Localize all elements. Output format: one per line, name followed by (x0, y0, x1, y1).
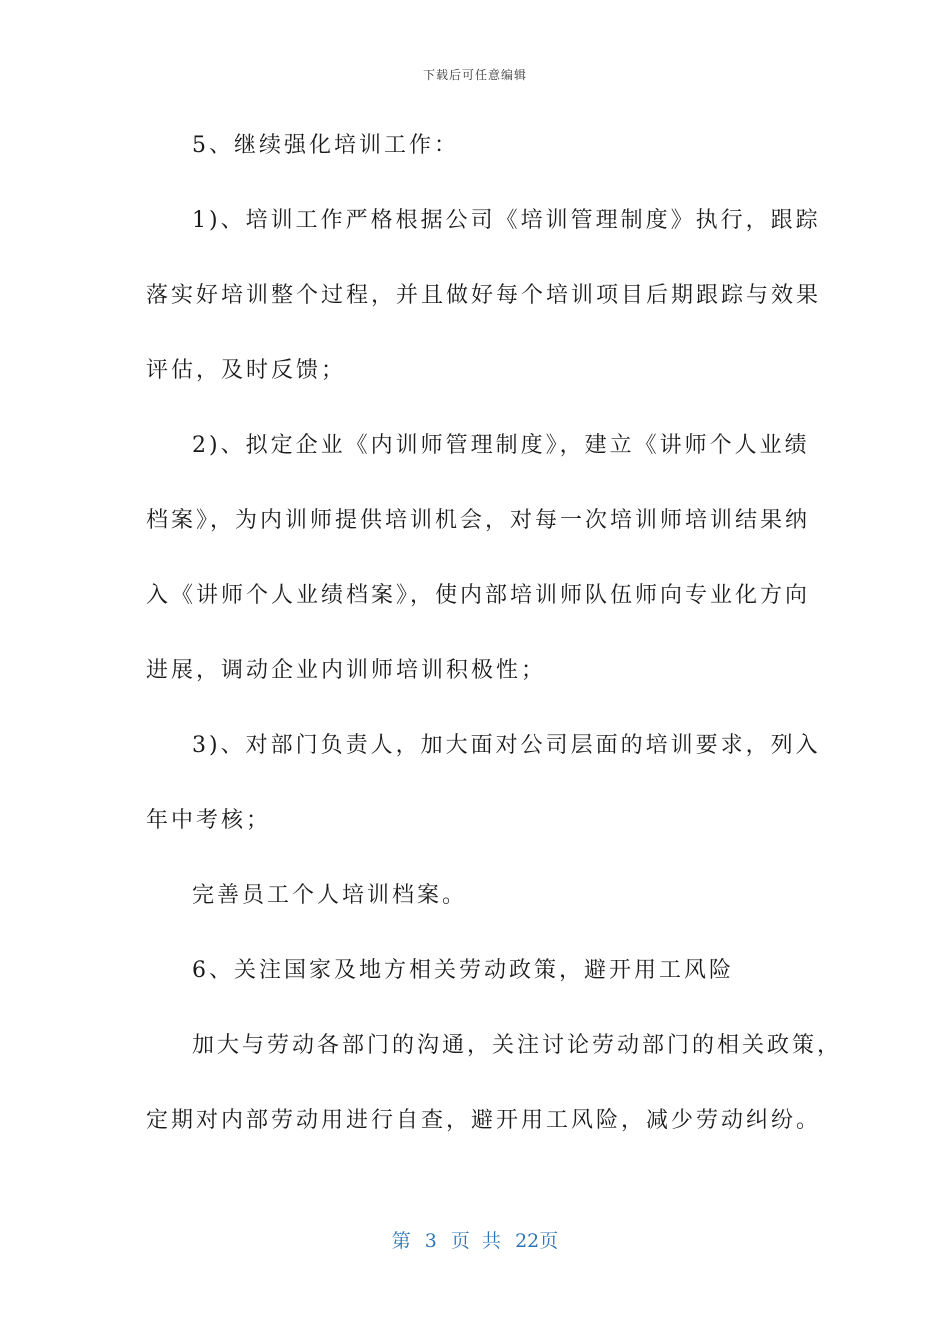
footer-current-page: 3 (424, 1230, 437, 1252)
header-note: 下载后可任意编辑 (422, 68, 527, 82)
body-line-7: 入《讲师个人业绩档案》，使内部培训师队伍师向专业化方向 (146, 583, 811, 608)
body-line-1: 5、继续强化培训工作： (192, 133, 459, 158)
body-line-3: 落实好培训整个过程，并且做好每个培训项目后期跟踪与效果 (146, 283, 822, 308)
body-line-10: 年中考核； (146, 808, 272, 833)
page-footer (0, 1226, 950, 1253)
body-line-6: 档案》，为内训师提供培训机会，对每一次培训师培训结果纳 (146, 508, 811, 533)
body-line-5: 2)、拟定企业《内训师管理制度》，建立《讲师个人业绩 (192, 433, 810, 458)
footer-middle: 页 共 (450, 1230, 502, 1252)
body-line-2: 1)、培训工作严格根据公司《培训管理制度》执行，跟踪 (192, 208, 821, 233)
body-line-14: 定期对内部劳动用进行自查，避开用工风险，减少劳动纠纷。 (146, 1108, 822, 1133)
footer-suffix: 页 (539, 1230, 559, 1252)
body-line-12: 6、关注国家及地方相关劳动政策，避开用工风险 (192, 958, 734, 983)
footer-prefix: 第 (391, 1230, 411, 1252)
body-line-13: 加大与劳动各部门的沟通，关注讨论劳动部门的相关政策， (192, 1033, 843, 1058)
body-line-9: 3)、对部门负责人，加大面对公司层面的培训要求，列入 (192, 733, 821, 758)
footer-total-pages: 22 (515, 1230, 540, 1252)
body-line-4: 评估，及时反馈； (146, 358, 347, 383)
body-line-11: 完善员工个人培训档案。 (192, 883, 468, 908)
body-line-8: 进展，调动企业内训师培训积极性； (146, 658, 547, 683)
